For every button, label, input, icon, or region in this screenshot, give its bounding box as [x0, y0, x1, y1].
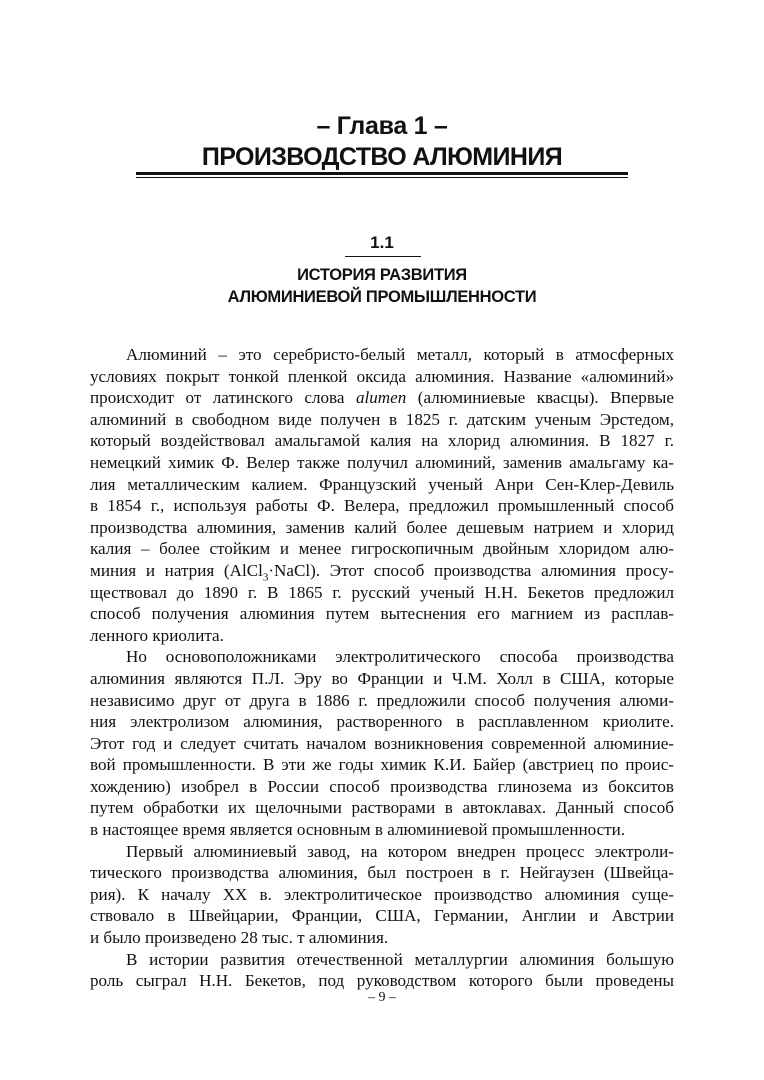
text-line: ния электролизом алюминия, растворенного в расплавленном криолите.	[90, 712, 674, 732]
text-line: рия). К началу XX в. электролитическое производство алюминия суще-	[90, 884, 674, 904]
text-segment: (алюминиевые квасцы). Впервые	[406, 388, 674, 408]
text-line: в настоящее время является основным в алюминиевой промышленности.	[90, 820, 626, 840]
text-line: алюминия являются П.Л. Эру во Франции и Ч.М. Холл в США, которые	[90, 668, 674, 688]
text-line: алюминий в свободном виде получен в 1825 г. датским ученым Эрстедом,	[90, 409, 674, 429]
body-text	[90, 344, 674, 992]
text-line: роль сыграл Н.Н. Бекетов, под руководством которого были проведены	[90, 971, 674, 991]
text-segment: ·NaCl). Этот способ производства алюминия просу-	[268, 560, 674, 580]
chapter-title: ПРОИЗВОДСТВО АЛЮМИНИЯ	[201, 143, 563, 171]
section-title	[0, 264, 764, 308]
text-line: вой промышленности. В эти же годы химик К.И. Байер (австриец по проис-	[90, 755, 674, 775]
text-line: ствовало в Швейцарии, Франции, США, Германии, Англии и Австрии	[90, 906, 674, 926]
text-line: В истории развития отечественной металлургии алюминия большую	[126, 949, 674, 969]
text-line: способ получения алюминия путем вытеснения его магнием из расплав-	[90, 604, 674, 624]
text-line: немецкий химик Ф. Велер также получил алюминий, заменив амальгаму ка-	[90, 452, 674, 472]
text-line: путем обработки их щелочными растворами в автоклавах. Данный способ	[90, 798, 674, 818]
text-line: лия металлическим калием. Французский ученый Анри Сен-Клер-Девиль	[90, 474, 674, 494]
text-line: тического производства алюминия, был построен в г. Нейгаузен (Швейца-	[90, 863, 674, 883]
text-line: ществовал до 1890 г. В 1865 г. русский ученый Н.Н. Бекетов предложил	[90, 582, 674, 602]
text-line	[90, 387, 674, 409]
text-line: производства алюминия, заменив калий более дешевым натрием и хлорид	[90, 517, 674, 537]
text-line: Этот год и следует считать началом возникновения современной алюминие-	[90, 733, 674, 753]
paragraph-3	[90, 841, 674, 949]
chapter-rule-thick	[136, 172, 628, 175]
text-line: калия – более стойким и менее гигроскопичным двойным хлоридом алю-	[90, 539, 674, 559]
text-line: который воздействовал амальгамой калия на хлорид алюминия. В 1827 г.	[90, 431, 674, 451]
text-segment: происходит от латинского слова	[90, 388, 356, 408]
text-line: и было произведено 28 тыс. т алюминия.	[90, 928, 389, 948]
paragraph-1	[90, 344, 674, 646]
text-line: Алюминий – это серебристо-белый металл, который в атмосферных	[126, 345, 674, 364]
section-title-line-1: ИСТОРИЯ РАЗВИТИЯ	[297, 266, 467, 284]
text-line: независимо друг от друга в 1886 г. предложили способ получения алюми-	[90, 690, 674, 710]
chapter-rule-thin	[136, 177, 628, 178]
chapter-label: – Глава 1 –	[316, 112, 448, 140]
section-number: 1.1	[370, 233, 394, 252]
text-segment: миния и натрия (AlCl	[90, 560, 263, 580]
text-line	[90, 560, 674, 582]
formula-subscript: 3	[262, 571, 269, 584]
text-line: хождению) изобрел в России способ производства глинозема из бокситов	[90, 776, 674, 796]
text-line: Но основоположниками электролитического способа производства	[126, 647, 674, 667]
paragraph-4	[90, 949, 674, 992]
text-line: условиях покрыт тонкой пленкой оксида алюминия. Название «алюминий»	[90, 366, 674, 386]
section-rule	[345, 256, 421, 257]
text-line: в 1854 г., используя работы Ф. Велера, предложил промышленный способ	[90, 496, 674, 516]
section-title-line-2: АЛЮМИНИЕВОЙ ПРОМЫШЛЕННОСТИ	[227, 288, 537, 306]
text-line: Первый алюминиевый завод, на котором внедрен процесс электроли-	[126, 841, 674, 861]
paragraph-2	[90, 646, 674, 840]
text-line: ленного криолита.	[90, 625, 224, 645]
page-number: – 9 –	[368, 990, 396, 1005]
latin-word: alumen	[355, 388, 407, 408]
